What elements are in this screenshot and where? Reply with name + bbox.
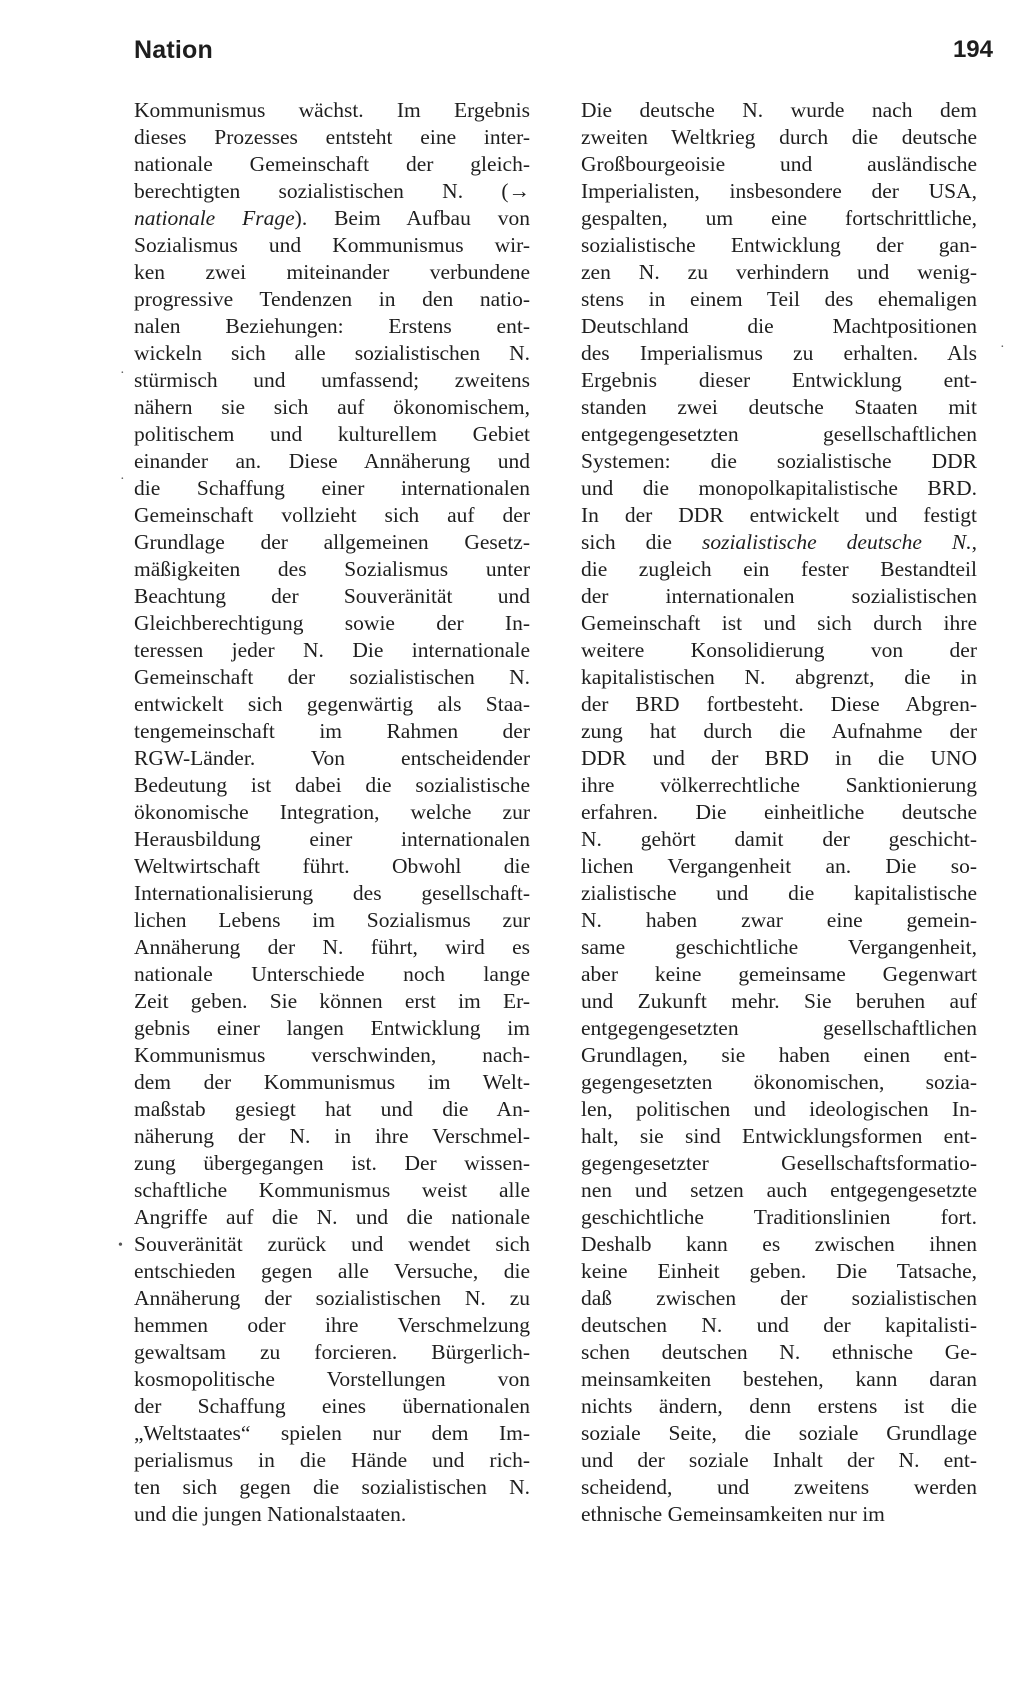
text-line: zung übergegangen ist. Der wissen- bbox=[134, 1151, 530, 1175]
text-line: Souveränität zurück und wendet sich bbox=[134, 1232, 530, 1256]
text-line: Kommunismus verschwinden, nach- bbox=[134, 1043, 530, 1067]
text-line: der internationalen sozialistischen bbox=[581, 584, 977, 608]
text-line: Annäherung der N. führt, wird es bbox=[134, 935, 530, 959]
text-line: Weltwirtschaft führt. Obwohl die bbox=[134, 854, 530, 878]
text-line: und der soziale Inhalt der N. ent- bbox=[581, 1448, 977, 1472]
page-title: Nation bbox=[134, 36, 213, 64]
text-line: Herausbildung einer internationalen bbox=[134, 827, 530, 851]
text-line: daß zwischen der sozialistischen bbox=[581, 1286, 977, 1310]
text-line: Zeit geben. Sie können erst im Er- bbox=[134, 989, 530, 1013]
text-line: schen deutschen N. ethnische Ge- bbox=[581, 1340, 977, 1364]
text-line: nationale Gemeinschaft der gleich- bbox=[134, 152, 530, 176]
text-line: progressive Tendenzen in den natio- bbox=[134, 287, 530, 311]
text-line: entschieden gegen alle Versuche, die bbox=[134, 1259, 530, 1283]
text-line: Sozialismus und Kommunismus wir- bbox=[134, 233, 530, 257]
text-line: hemmen oder ihre Verschmelzung bbox=[134, 1313, 530, 1337]
text-line: Großbourgeoisie und ausländische bbox=[581, 152, 977, 176]
text-line: nichts ändern, denn erstens ist die bbox=[581, 1394, 977, 1418]
text-line: weitere Konsolidierung von der bbox=[581, 638, 977, 662]
text-line: Bedeutung ist dabei die sozialistische bbox=[134, 773, 530, 797]
text-line: Die deutsche N. wurde nach dem bbox=[581, 98, 977, 122]
text-line: sozialistische Entwicklung der gan- bbox=[581, 233, 977, 257]
text-line: keine Einheit geben. Die Tatsache, bbox=[581, 1259, 977, 1283]
text-line: Grundlagen, sie haben einen ent- bbox=[581, 1043, 977, 1067]
text-line: nähern sie sich auf ökonomischem, bbox=[134, 395, 530, 419]
text-line: gegengesetzter Gesellschaftsformatio- bbox=[581, 1151, 977, 1175]
text-line: tengemeinschaft im Rahmen der bbox=[134, 719, 530, 743]
text-line: lichen Lebens im Sozialismus zur bbox=[134, 908, 530, 932]
margin-mark: • bbox=[118, 1238, 123, 1253]
text-line: In der DDR entwickelt und festigt bbox=[581, 503, 977, 527]
text-line: zweiten Weltkrieg durch die deutsche bbox=[581, 125, 977, 149]
text-line: N. gehört damit der geschicht- bbox=[581, 827, 977, 851]
text-line: gegengesetzten ökonomischen, sozia- bbox=[581, 1070, 977, 1094]
text-line: Annäherung der sozialistischen N. zu bbox=[134, 1286, 530, 1310]
text-line: RGW-Länder. Von entscheidender bbox=[134, 746, 530, 770]
text-line: Imperialisten, insbesondere der USA, bbox=[581, 179, 977, 203]
text-line: teressen jeder N. Die internationale bbox=[134, 638, 530, 662]
text-line: Deshalb kann es zwischen ihnen bbox=[581, 1232, 977, 1256]
right-text-column bbox=[581, 97, 977, 1528]
text-line: dieses Prozesses entsteht eine inter- bbox=[134, 125, 530, 149]
text-line: halt, sie sind Entwicklungsformen ent- bbox=[581, 1124, 977, 1148]
text-line: „Weltstaates“ spielen nur dem Im- bbox=[134, 1421, 530, 1445]
text-line: deutschen N. und der kapitalisti- bbox=[581, 1313, 977, 1337]
text-line: gespalten, um eine fortschrittliche, bbox=[581, 206, 977, 230]
text-line: Angriffe auf die N. und die nationale bbox=[134, 1205, 530, 1229]
text-line: stürmisch und umfassend; zweitens bbox=[134, 368, 530, 392]
text-line: stens in einem Teil des ehemaligen bbox=[581, 287, 977, 311]
text-line: geschichtliche Traditionslinien fort. bbox=[581, 1205, 977, 1229]
text-line: der BRD fortbesteht. Diese Abgren- bbox=[581, 692, 977, 716]
text-line: Gemeinschaft ist und sich durch ihre bbox=[581, 611, 977, 635]
text-line: standen zwei deutsche Staaten mit bbox=[581, 395, 977, 419]
running-header bbox=[134, 36, 993, 76]
text-line: die Schaffung einer internationalen bbox=[134, 476, 530, 500]
text-line: ken zwei miteinander verbundene bbox=[134, 260, 530, 284]
margin-mark: · bbox=[1000, 340, 1005, 355]
text-line: schaftliche Kommunismus weist alle bbox=[134, 1178, 530, 1202]
text-line: dem der Kommunismus im Welt- bbox=[134, 1070, 530, 1094]
text-line: nen und setzen auch entgegengesetzte bbox=[581, 1178, 977, 1202]
text-line: Kommunismus wächst. Im Ergebnis bbox=[134, 98, 530, 122]
text-line: Beachtung der Souveränität und bbox=[134, 584, 530, 608]
text-line: zialistische und die kapitalistische bbox=[581, 881, 977, 905]
text-line: entwickelt sich gegenwärtig als Staa- bbox=[134, 692, 530, 716]
text-line: entgegengesetzten gesellschaftlichen bbox=[581, 422, 977, 446]
text-line: entgegengesetzten gesellschaftlichen bbox=[581, 1016, 977, 1040]
text-line: Internationalisierung des gesellschaft- bbox=[134, 881, 530, 905]
text-line: kapitalistischen N. abgrenzt, die in bbox=[581, 665, 977, 689]
text-line: Gemeinschaft der sozialistischen N. bbox=[134, 665, 530, 689]
text-line: nationale Frage). Beim Aufbau von bbox=[134, 206, 530, 230]
text-line: die zugleich ein fester Bestandteil bbox=[581, 557, 977, 581]
text-line: gewaltsam zu forcieren. Bürgerlich- bbox=[134, 1340, 530, 1364]
text-line: len, politischen und ideologischen In- bbox=[581, 1097, 977, 1121]
text-line: und Zukunft mehr. Sie beruhen auf bbox=[581, 989, 977, 1013]
text-line: nalen Beziehungen: Erstens ent- bbox=[134, 314, 530, 338]
text-line: meinsamkeiten bestehen, kann daran bbox=[581, 1367, 977, 1391]
text-line: Grundlage der allgemeinen Gesetz- bbox=[134, 530, 530, 554]
text-line: der Schaffung eines übernationalen bbox=[134, 1394, 530, 1418]
text-line: erfahren. Die einheitliche deutsche bbox=[581, 800, 977, 824]
text-line: N. haben zwar eine gemein- bbox=[581, 908, 977, 932]
text-line: DDR und der BRD in die UNO bbox=[581, 746, 977, 770]
text-line: und die jungen Nationalstaaten. bbox=[134, 1502, 407, 1526]
text-line: maßstab gesiegt hat und die An- bbox=[134, 1097, 530, 1121]
text-line: berechtigten sozialistischen N. (→ bbox=[134, 179, 530, 203]
text-line: gebnis einer langen Entwicklung im bbox=[134, 1016, 530, 1040]
margin-mark: · bbox=[120, 366, 125, 381]
text-line: wickeln sich alle sozialistischen N. bbox=[134, 341, 530, 365]
left-text-column bbox=[134, 97, 530, 1528]
text-line: Gemeinschaft vollzieht sich auf der bbox=[134, 503, 530, 527]
page-number: 194 bbox=[952, 36, 993, 63]
text-line: lichen Vergangenheit an. Die so- bbox=[581, 854, 977, 878]
text-line: näherung der N. in ihre Verschmel- bbox=[134, 1124, 530, 1148]
text-line: same geschichtliche Vergangenheit, bbox=[581, 935, 977, 959]
text-line: des Imperialismus zu erhalten. Als bbox=[581, 341, 977, 365]
text-line: Systemen: die sozialistische DDR bbox=[581, 449, 977, 473]
text-line: einander an. Diese Annäherung und bbox=[134, 449, 530, 473]
text-line: und die monopolkapitalistische BRD. bbox=[581, 476, 977, 500]
text-line: ethnische Gemeinsamkeiten nur im bbox=[581, 1502, 885, 1526]
text-line: ihre völkerrechtliche Sanktionierung bbox=[581, 773, 977, 797]
text-line: scheidend, und zweitens werden bbox=[581, 1475, 977, 1499]
text-line: Gleichberechtigung sowie der In- bbox=[134, 611, 530, 635]
text-line: aber keine gemeinsame Gegenwart bbox=[581, 962, 977, 986]
text-line: Ergebnis dieser Entwicklung ent- bbox=[581, 368, 977, 392]
margin-mark: · bbox=[120, 472, 125, 487]
text-line: Deutschland die Machtpositionen bbox=[581, 314, 977, 338]
text-line: mäßigkeiten des Sozialismus unter bbox=[134, 557, 530, 581]
text-line: ten sich gegen die sozialistischen N. bbox=[134, 1475, 530, 1499]
text-line: zen N. zu verhindern und wenig- bbox=[581, 260, 977, 284]
text-line: kosmopolitische Vorstellungen von bbox=[134, 1367, 530, 1391]
text-line: sich die sozialistische deutsche N., bbox=[581, 530, 977, 554]
text-line: ökonomische Integration, welche zur bbox=[134, 800, 530, 824]
text-line: politischem und kulturellem Gebiet bbox=[134, 422, 530, 446]
text-line: zung hat durch die Aufnahme der bbox=[581, 719, 977, 743]
text-line: soziale Seite, die soziale Grundlage bbox=[581, 1421, 977, 1445]
text-line: nationale Unterschiede noch lange bbox=[134, 962, 530, 986]
text-line: perialismus in die Hände und rich- bbox=[134, 1448, 530, 1472]
